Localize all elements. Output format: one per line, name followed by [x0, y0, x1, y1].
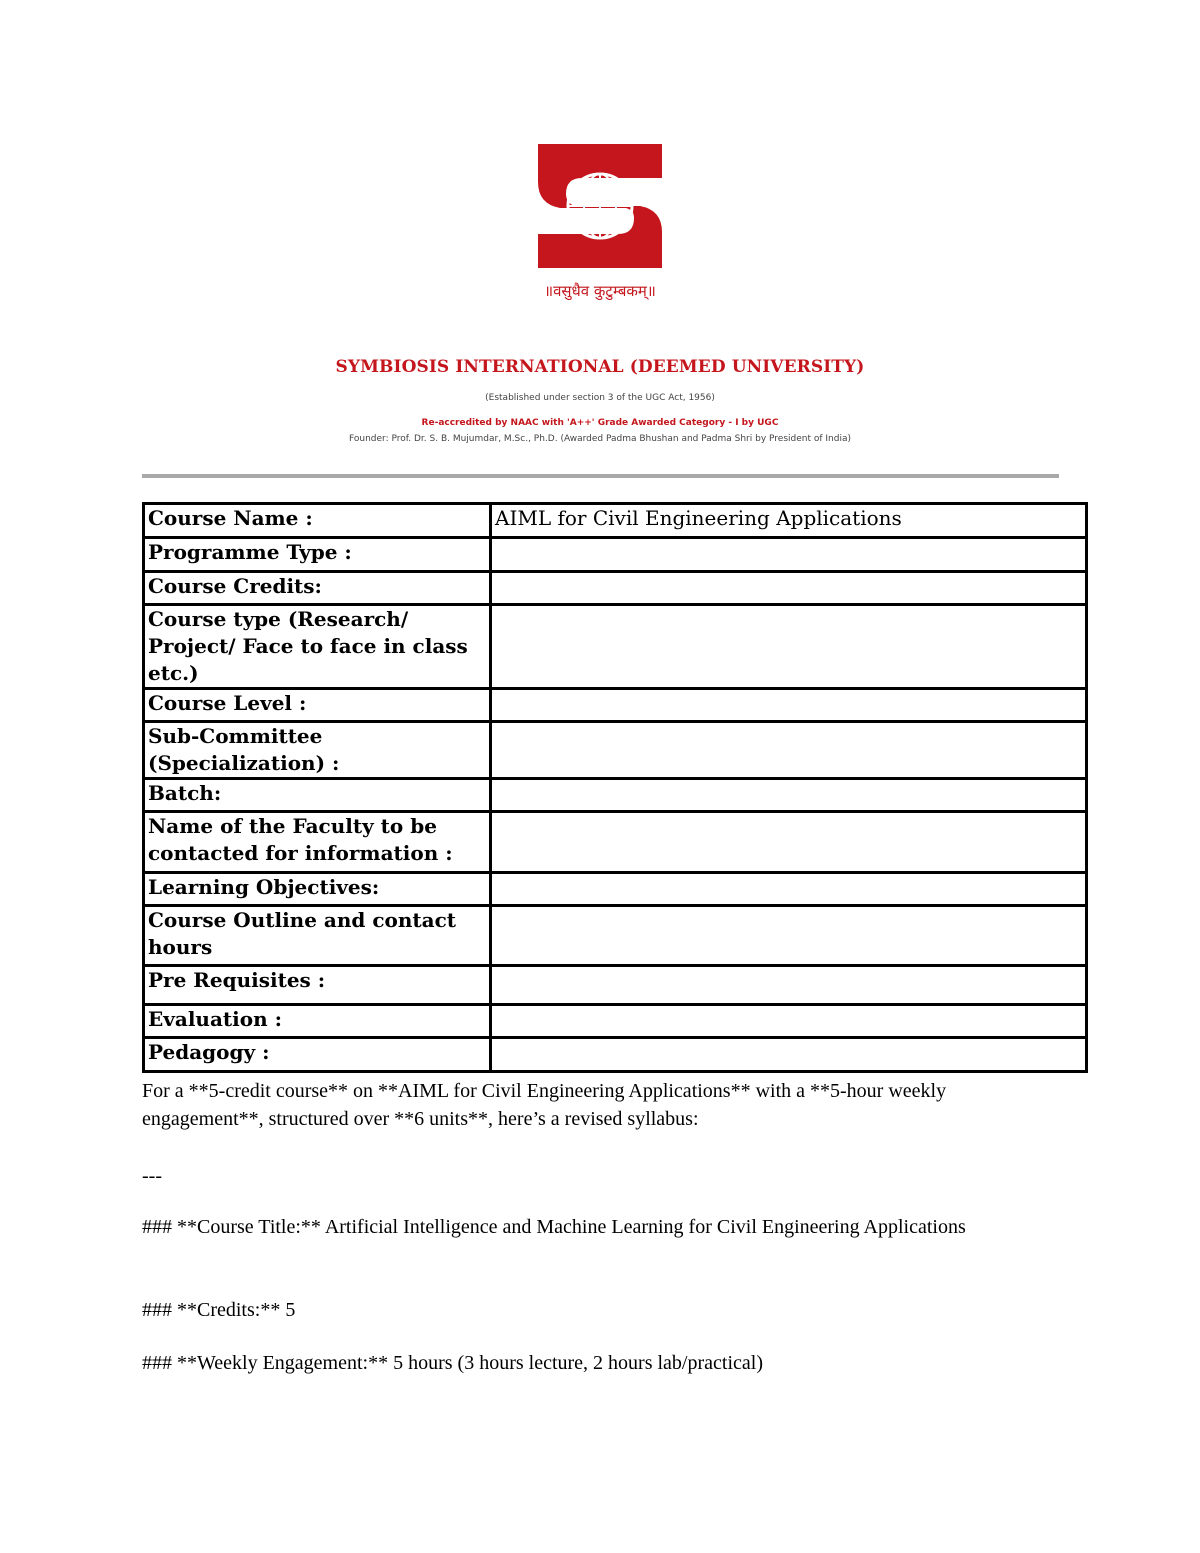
table-row: [144, 966, 1087, 1005]
row-value: [491, 873, 1087, 906]
established-line: (Established under section 3 of the UGC Act, 1956): [485, 393, 715, 403]
row-value: [491, 572, 1087, 605]
table-row: [144, 873, 1087, 906]
row-value: [491, 605, 1087, 689]
row-label: Course Level :: [144, 689, 491, 722]
row-label: Sub-Committee (Specialization) :: [144, 722, 491, 779]
row-label: Course Outline and contact hours: [144, 906, 491, 966]
row-label: Pre Requisites :: [144, 966, 491, 1005]
table-row: [144, 1005, 1087, 1038]
table-row: [144, 812, 1087, 873]
university-name: SYMBIOSIS INTERNATIONAL (DEEMED UNIVERSITY): [335, 357, 865, 377]
row-label: Programme Type :: [144, 538, 491, 572]
reaccredited-line: Re-accredited by NAAC with 'A++' Grade Awarded Category - I by UGC: [421, 418, 779, 428]
header-divider: [142, 474, 1059, 478]
table-row: [144, 605, 1087, 689]
table-row: [144, 538, 1087, 572]
row-label: Course Credits:: [144, 572, 491, 605]
row-value: [491, 812, 1087, 873]
row-label: Course Name :: [144, 504, 491, 538]
table-row: [144, 722, 1087, 779]
table-row: [144, 1038, 1087, 1072]
table-row: [144, 906, 1087, 966]
table-row: [144, 572, 1087, 605]
row-value: [491, 1038, 1087, 1072]
table-row: [144, 779, 1087, 812]
row-value: [491, 779, 1087, 812]
table-row: [144, 504, 1087, 538]
weekly-engagement-paragraph: ### **Weekly Engagement:** 5 hours (3 hours lecture, 2 hours lab/practical): [142, 1352, 763, 1374]
row-value: AIML for Civil Engineering Applications: [491, 504, 1087, 538]
row-value: [491, 722, 1087, 779]
row-label: Pedagogy :: [144, 1038, 491, 1072]
row-label: Batch:: [144, 779, 491, 812]
university-logo: [530, 140, 670, 308]
row-value: [491, 1005, 1087, 1038]
row-label: Course type (Research/ Project/ Face to face in class etc.): [144, 605, 491, 689]
row-value: [491, 966, 1087, 1005]
motto-text: ॥वसुधैव कुटुम्बकम्॥: [544, 282, 656, 300]
intro-paragraph: For a **5-credit course** on **AIML for Civil Engineering Applications** with a **5-hour weekly engagement**, structured over **6 units**, here’s a revised syllabus:: [142, 1080, 947, 1130]
table-row: [144, 689, 1087, 722]
row-value: [491, 538, 1087, 572]
founder-line: Founder: Prof. Dr. S. B. Mujumdar, M.Sc., Ph.D. (Awarded Padma Bhushan and Padma Shri by President of India): [349, 434, 851, 444]
row-label: Learning Objectives:: [144, 873, 491, 906]
row-label: Name of the Faculty to be contacted for information :: [144, 812, 491, 873]
course-title-paragraph: ### **Course Title:** Artificial Intelligence and Machine Learning for Civil Engineering Applications: [142, 1216, 966, 1238]
row-value: [491, 906, 1087, 966]
separator-line: ---: [142, 1165, 162, 1187]
row-label: Evaluation :: [144, 1005, 491, 1038]
credits-paragraph: ### **Credits:** 5: [142, 1299, 296, 1321]
course-details-table: [142, 502, 1088, 1073]
symbiosis-globe-logo-icon: [530, 140, 670, 308]
row-value: [491, 689, 1087, 722]
